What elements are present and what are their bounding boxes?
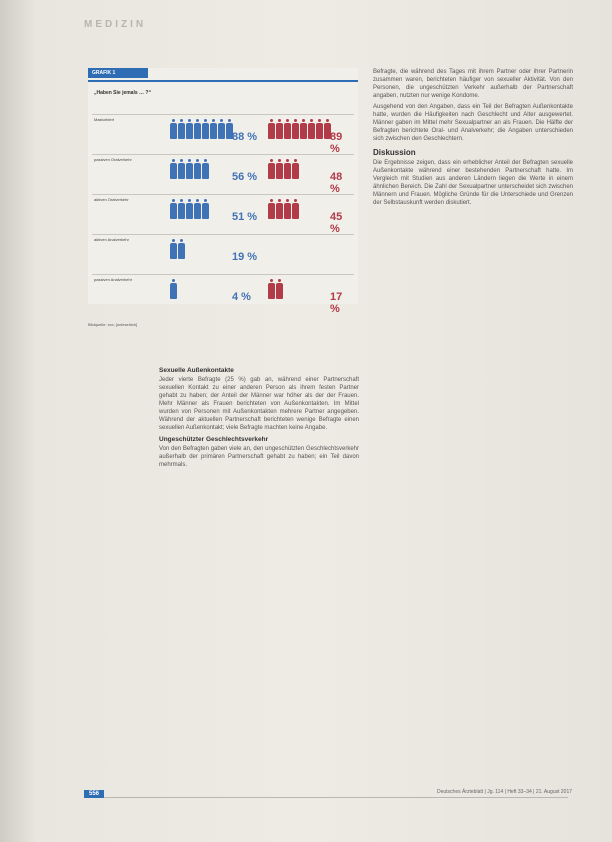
women-percentage: 89 % bbox=[330, 131, 343, 155]
female-person-icon bbox=[268, 159, 275, 179]
male-person-icon bbox=[178, 199, 185, 219]
male-person-icon bbox=[170, 119, 177, 139]
women-percentage: 45 % bbox=[330, 211, 343, 235]
men-figures bbox=[170, 279, 177, 299]
men-percentage: 19 % bbox=[232, 251, 258, 263]
female-person-icon bbox=[276, 119, 283, 139]
men-figures bbox=[170, 239, 185, 259]
figure-row bbox=[92, 234, 354, 264]
male-person-icon bbox=[170, 239, 177, 259]
figure-tag: GRAFIK 1 bbox=[88, 68, 148, 78]
paragraph: Ausgehend von den Angaben, dass ein Teil der Befragten Außenkontakte hatte, wurden die Häufigkeiten nach Geschlecht und Alter ausgewertet. Männer gaben im Mittel mehr Sexualpartner an als Frauen. Die Hälfte der Befragten berichtete Oral- und Analverkehr; die Angaben unterschieden sich zwischen den Geschlechtern. bbox=[373, 104, 573, 142]
male-person-icon bbox=[194, 119, 201, 139]
male-person-icon bbox=[194, 159, 201, 179]
female-person-icon bbox=[284, 119, 291, 139]
female-person-icon bbox=[316, 119, 323, 139]
male-person-icon bbox=[178, 119, 185, 139]
male-person-icon bbox=[170, 279, 177, 299]
female-person-icon bbox=[308, 119, 315, 139]
figure-row-label: passiven Analverkehr bbox=[94, 277, 133, 282]
male-person-icon bbox=[170, 199, 177, 219]
male-person-icon bbox=[186, 119, 193, 139]
text-column-right bbox=[373, 68, 573, 210]
men-figures bbox=[170, 199, 209, 219]
men-percentage: 51 % bbox=[232, 211, 258, 223]
female-person-icon bbox=[292, 199, 299, 219]
male-person-icon bbox=[210, 119, 217, 139]
paragraph: Jeder vierte Befragte (25 %) gab an, während einer Partnerschaft sexuellen Kontakt zu einer anderen Person als ihrem festen Partner gehabt zu haben; der Anteil der Männer war höher als der der Frauen. Mehr Männer als Frauen berichteten von Außenkontakten. Im Mittel wurden von Personen mit Außenkontakten mehrere Partner angegeben. Während der aktuellen Partnerschaft berichteten wenige Befragte einen sexuellen Außenkontakt; viele Befragte machten keine Angabe. bbox=[159, 377, 359, 431]
paragraph: Befragte, die während des Tages mit ihrem Partner oder ihrer Partnerin zusammen waren, berichteten häufiger von sexueller Aktivität. Von den Personen, die ungeschützten Verkehr außerhalb der Partnerschaft angaben, nutzten nur wenige Kondome. bbox=[373, 69, 573, 99]
female-person-icon bbox=[284, 159, 291, 179]
male-person-icon bbox=[178, 159, 185, 179]
women-figures bbox=[268, 159, 299, 179]
footer-citation: Deutsches Ärzteblatt | Jg. 114 | Heft 33–34 | 21. August 2017 bbox=[437, 789, 572, 795]
men-percentage: 56 % bbox=[232, 171, 258, 183]
figure-row bbox=[92, 274, 354, 315]
female-person-icon bbox=[292, 159, 299, 179]
heading-discussion: Diskussion bbox=[373, 148, 416, 157]
figure-row-label: aktiven Oralverkehr bbox=[94, 197, 129, 202]
female-person-icon bbox=[276, 159, 283, 179]
male-person-icon bbox=[202, 199, 209, 219]
women-percentage: 48 % bbox=[330, 171, 343, 195]
male-person-icon bbox=[202, 159, 209, 179]
figure-row bbox=[92, 194, 354, 235]
female-person-icon bbox=[292, 119, 299, 139]
women-figures bbox=[268, 199, 299, 219]
men-figures bbox=[170, 119, 233, 139]
figure-rule bbox=[88, 80, 358, 82]
female-person-icon bbox=[268, 119, 275, 139]
female-person-icon bbox=[284, 199, 291, 219]
male-person-icon bbox=[194, 199, 201, 219]
men-percentage: 88 % bbox=[232, 131, 258, 143]
paragraph: Die Ergebnisse zeigen, dass ein erheblicher Anteil der Befragten sexuelle Außenkontakte während einer bestehenden Partnerschaft hatte. Im Vergleich mit Studien aus anderen Ländern liegen die Werte in einem ähnlichen Bereich. Die Zahl der Sexualpartner unterscheidet sich zwischen Männern und Frauen. Mögliche Gründe für die Unterschiede und Grenzen der Selbstauskunft werden diskutiert. bbox=[373, 160, 573, 206]
figure-title: „Haben Sie jemals … ?“ bbox=[94, 90, 151, 96]
female-person-icon bbox=[276, 279, 283, 299]
page-number: 556 bbox=[84, 790, 104, 798]
male-person-icon bbox=[170, 159, 177, 179]
male-person-icon bbox=[218, 119, 225, 139]
female-person-icon bbox=[300, 119, 307, 139]
footer-rule bbox=[84, 797, 568, 798]
figure-row bbox=[92, 154, 354, 195]
male-person-icon bbox=[202, 119, 209, 139]
women-figures bbox=[268, 279, 283, 299]
figure-row-label: passiven Oralverkehr bbox=[94, 157, 132, 162]
male-person-icon bbox=[186, 159, 193, 179]
figure-source: Bildquelle: xxx; [unleserlich] bbox=[88, 322, 138, 327]
text-column-left bbox=[159, 363, 359, 472]
women-percentage: 17 % bbox=[330, 291, 343, 315]
heading-sexual-contacts: Sexuelle Außenkontakte bbox=[159, 367, 234, 374]
male-person-icon bbox=[178, 239, 185, 259]
female-person-icon bbox=[268, 279, 275, 299]
women-figures bbox=[268, 119, 331, 139]
paragraph: Von den Befragten gaben viele an, den ungeschützten Geschlechtsverkehr außerhalb der primären Partnerschaft gehabt zu haben; ein Teil davon mehrmals. bbox=[159, 446, 359, 468]
heading-unprotected: Ungeschützter Geschlechtsverkehr bbox=[159, 436, 269, 443]
female-person-icon bbox=[276, 199, 283, 219]
female-person-icon bbox=[268, 199, 275, 219]
section-label: MEDIZIN bbox=[84, 19, 147, 30]
figure-panel bbox=[88, 68, 358, 304]
men-figures bbox=[170, 159, 209, 179]
figure-row bbox=[92, 114, 354, 155]
figure-row-label: Masturbiert bbox=[94, 117, 115, 122]
figure-row-label: aktiven Analverkehr bbox=[94, 237, 129, 242]
male-person-icon bbox=[186, 199, 193, 219]
men-percentage: 4 % bbox=[232, 291, 251, 303]
